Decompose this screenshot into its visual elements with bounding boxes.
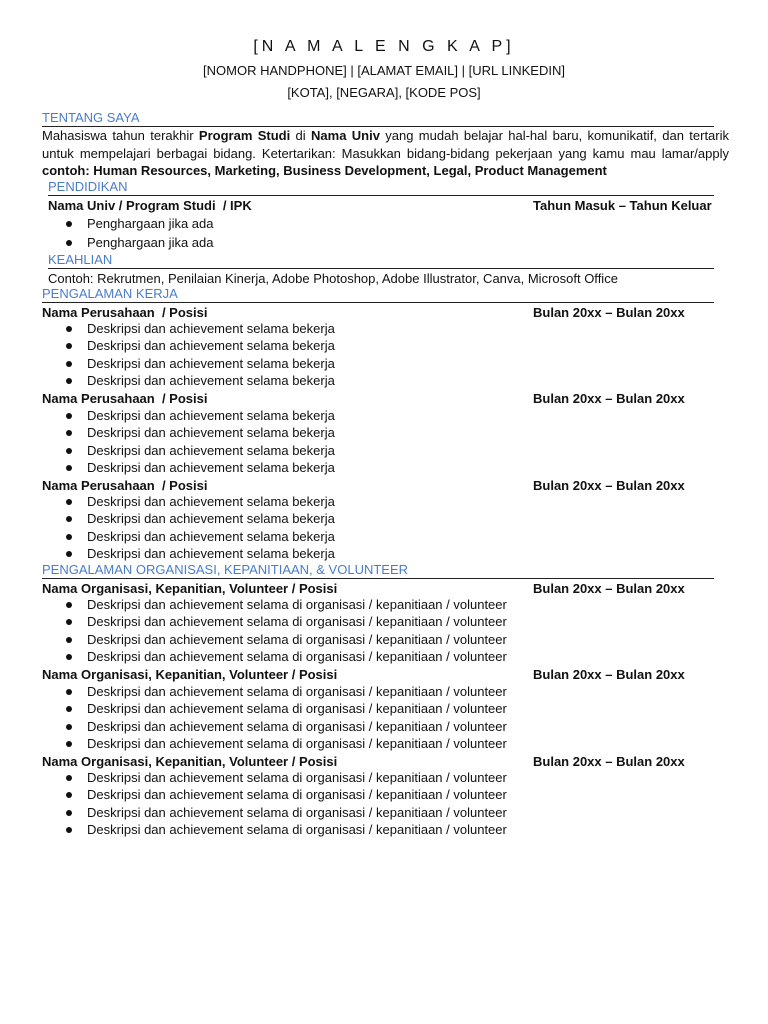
work-entry [42,477,722,494]
work-date: Bulan 20xx – Bulan 20xx [533,305,685,320]
list-item: Deskripsi dan achievement selama di organisasi / kepanitiaan / volunteer [42,786,507,803]
organization-bullets [42,683,507,752]
skills-heading: KEAHLIAN [48,252,714,269]
work-title: Nama Perusahaan / Posisi [42,305,208,320]
work-date: Bulan 20xx – Bulan 20xx [533,391,685,406]
organization-heading: PENGALAMAN ORGANISASI, KEPANITIAAN, & VOLUNTEER [42,562,714,579]
list-item: Deskripsi dan achievement selama di organisasi / kepanitiaan / volunteer [42,683,507,700]
organization-bullets [42,769,507,838]
organization-title: Nama Organisasi, Kepanitian, Volunteer / Posisi [42,754,338,769]
list-item: Deskripsi dan achievement selama bekerja [42,528,335,545]
list-item: Deskripsi dan achievement selama di organisasi / kepanitiaan / volunteer [42,613,507,630]
list-item: Deskripsi dan achievement selama di organisasi / kepanitiaan / volunteer [42,718,507,735]
list-item: Deskripsi dan achievement selama bekerja [42,459,335,476]
about-bold-3: contoh: Human Resources, Marketing, Business Development, Legal, Product Management [42,163,607,178]
work-title: Nama Perusahaan / Posisi [42,391,208,406]
work-entry [42,390,722,407]
about-bold-2: Nama Univ [311,128,380,143]
about-text-1: Mahasiswa tahun terakhir [42,128,199,143]
about-text [42,127,729,180]
organization-entry [42,666,722,683]
list-item: Deskripsi dan achievement selama di organisasi / kepanitiaan / volunteer [42,735,507,752]
list-item: Deskripsi dan achievement selama bekerja [42,337,335,354]
list-item: Deskripsi dan achievement selama di organisasi / kepanitiaan / volunteer [42,804,507,821]
education-heading: PENDIDIKAN [48,179,714,196]
work-entry [42,304,722,321]
list-item: Deskripsi dan achievement selama bekerja [42,372,335,389]
list-item: Deskripsi dan achievement selama bekerja [42,545,335,562]
list-item: Deskripsi dan achievement selama di organisasi / kepanitiaan / volunteer [42,700,507,717]
list-item: Deskripsi dan achievement selama di organisasi / kepanitiaan / volunteer [42,769,507,786]
list-item: Deskripsi dan achievement selama bekerja [42,493,335,510]
full-name: [N A M A L E N G K A P] [253,38,515,55]
about-heading: TENTANG SAYA [42,110,714,127]
list-item: Deskripsi dan achievement selama bekerja [42,320,335,337]
list-item: Deskripsi dan achievement selama bekerja [42,407,335,424]
contact-info: [NOMOR HANDPHONE] | [ALAMAT EMAIL] | [URL LINKEDIN] [203,63,565,78]
education-bullets [42,215,214,252]
about-text-3: yang mudah belajar hal-hal baru, komunikatif, dan tertarik untuk mempelajari berbagai bidang. Ketertarikan: Masukkan bidang-bidang pekerjaan yang kamu mau lamar/apply [42,128,730,161]
list-item: Deskripsi dan achievement selama di organisasi / kepanitiaan / volunteer [42,821,507,838]
list-item: Deskripsi dan achievement selama bekerja [42,510,335,527]
work-date: Bulan 20xx – Bulan 20xx [533,478,685,493]
organization-title: Nama Organisasi, Kepanitian, Volunteer / Posisi [42,667,338,682]
education-title: Nama Univ / Program Studi / IPK [48,198,252,213]
organization-entry [42,753,722,770]
work-title: Nama Perusahaan / Posisi [42,478,208,493]
location-info: [KOTA], [NEGARA], [KODE POS] [287,85,481,100]
list-item: Deskripsi dan achievement selama di organisasi / kepanitiaan / volunteer [42,596,507,613]
list-item: Penghargaan jika ada [42,215,214,232]
list-item: Deskripsi dan achievement selama di organisasi / kepanitiaan / volunteer [42,631,507,648]
list-item: Deskripsi dan achievement selama bekerja [42,442,335,459]
list-item: Deskripsi dan achievement selama bekerja [42,355,335,372]
organization-date: Bulan 20xx – Bulan 20xx [533,581,685,596]
list-item: Penghargaan jika ada [42,234,214,251]
organization-title: Nama Organisasi, Kepanitian, Volunteer / Posisi [42,581,338,596]
organization-bullets [42,596,507,665]
about-text-2: di [290,128,312,143]
work-bullets [42,493,335,562]
work-bullets [42,407,335,476]
list-item: Deskripsi dan achievement selama bekerja [42,424,335,441]
work-heading: PENGALAMAN KERJA [42,286,714,303]
organization-date: Bulan 20xx – Bulan 20xx [533,667,685,682]
list-item: Deskripsi dan achievement selama di organisasi / kepanitiaan / volunteer [42,648,507,665]
education-entry [48,197,728,214]
skills-text: Contoh: Rekrutmen, Penilaian Kinerja, Adobe Photoshop, Adobe Illustrator, Canva, Microsoft Office [48,271,618,286]
education-date: Tahun Masuk – Tahun Keluar [533,198,712,213]
organization-date: Bulan 20xx – Bulan 20xx [533,754,685,769]
about-bold-1: Program Studi [198,128,291,143]
work-bullets [42,320,335,389]
organization-entry [42,580,722,597]
